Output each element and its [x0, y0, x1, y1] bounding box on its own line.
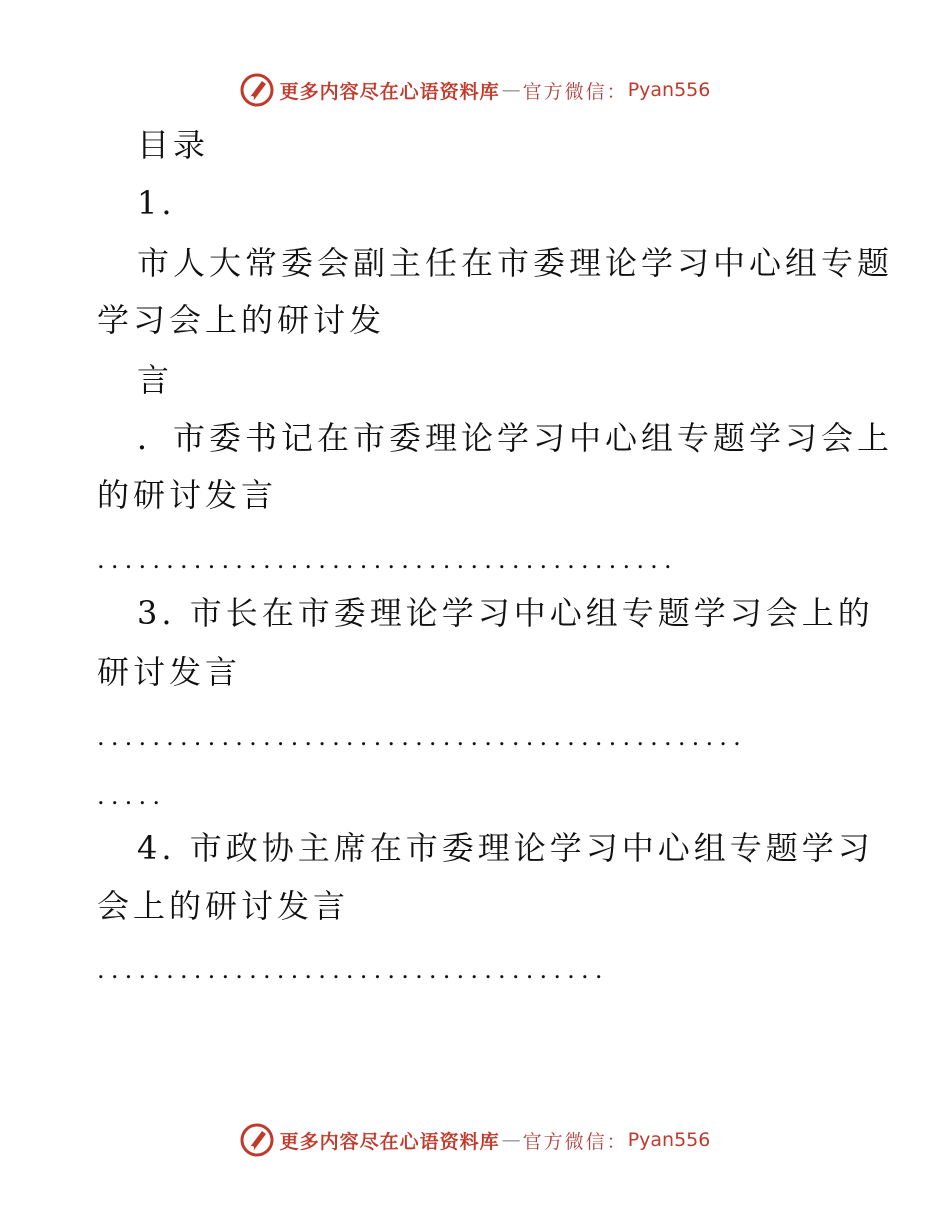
toc-line: 1. [137, 184, 176, 222]
toc-leader-dots: ............................................... [97, 723, 747, 751]
banner-lead: 更多内容尽在心语资料库 [279, 80, 500, 103]
pen-logo-icon [240, 73, 274, 107]
toc-line: 会上的研讨发言 [97, 887, 350, 925]
pen-logo-icon [240, 1123, 274, 1157]
toc-line: 的研讨发言 [97, 476, 278, 514]
toc-line: 研讨发言 [97, 653, 242, 691]
toc-line: 言 [137, 361, 174, 399]
toc-leader-dots: .......................................... [97, 546, 678, 574]
banner-wechat: Pyan556 [627, 79, 711, 101]
banner-tail: 官方微信： [522, 80, 628, 103]
toc-line: 3. 市长在市委理论学习中心组专题学习会上的 [137, 594, 874, 632]
footer-watermark [0, 1120, 950, 1160]
banner-tail: 官方微信： [522, 1130, 628, 1153]
header-watermark [0, 70, 950, 110]
banner-lead: 更多内容尽在心语资料库 [279, 1130, 500, 1153]
banner-separator: — [501, 1129, 521, 1151]
toc-leader-dots: ..................................... [97, 956, 609, 984]
toc-leader-dots: ..... [97, 782, 167, 810]
toc-line: 4. 市政协主席在市委理论学习中心组专题学习 [137, 829, 874, 867]
banner-wechat: Pyan556 [627, 1129, 711, 1151]
banner-separator: — [501, 79, 521, 101]
toc-line: 市人大常委会副主任在市委理论学习中心组专题 [137, 244, 894, 282]
toc-line: 学习会上的研讨发 [97, 301, 386, 339]
toc-title: 目录 [137, 126, 210, 164]
toc-line: ．市委书记在市委理论学习中心组专题学习会上 [137, 419, 894, 457]
